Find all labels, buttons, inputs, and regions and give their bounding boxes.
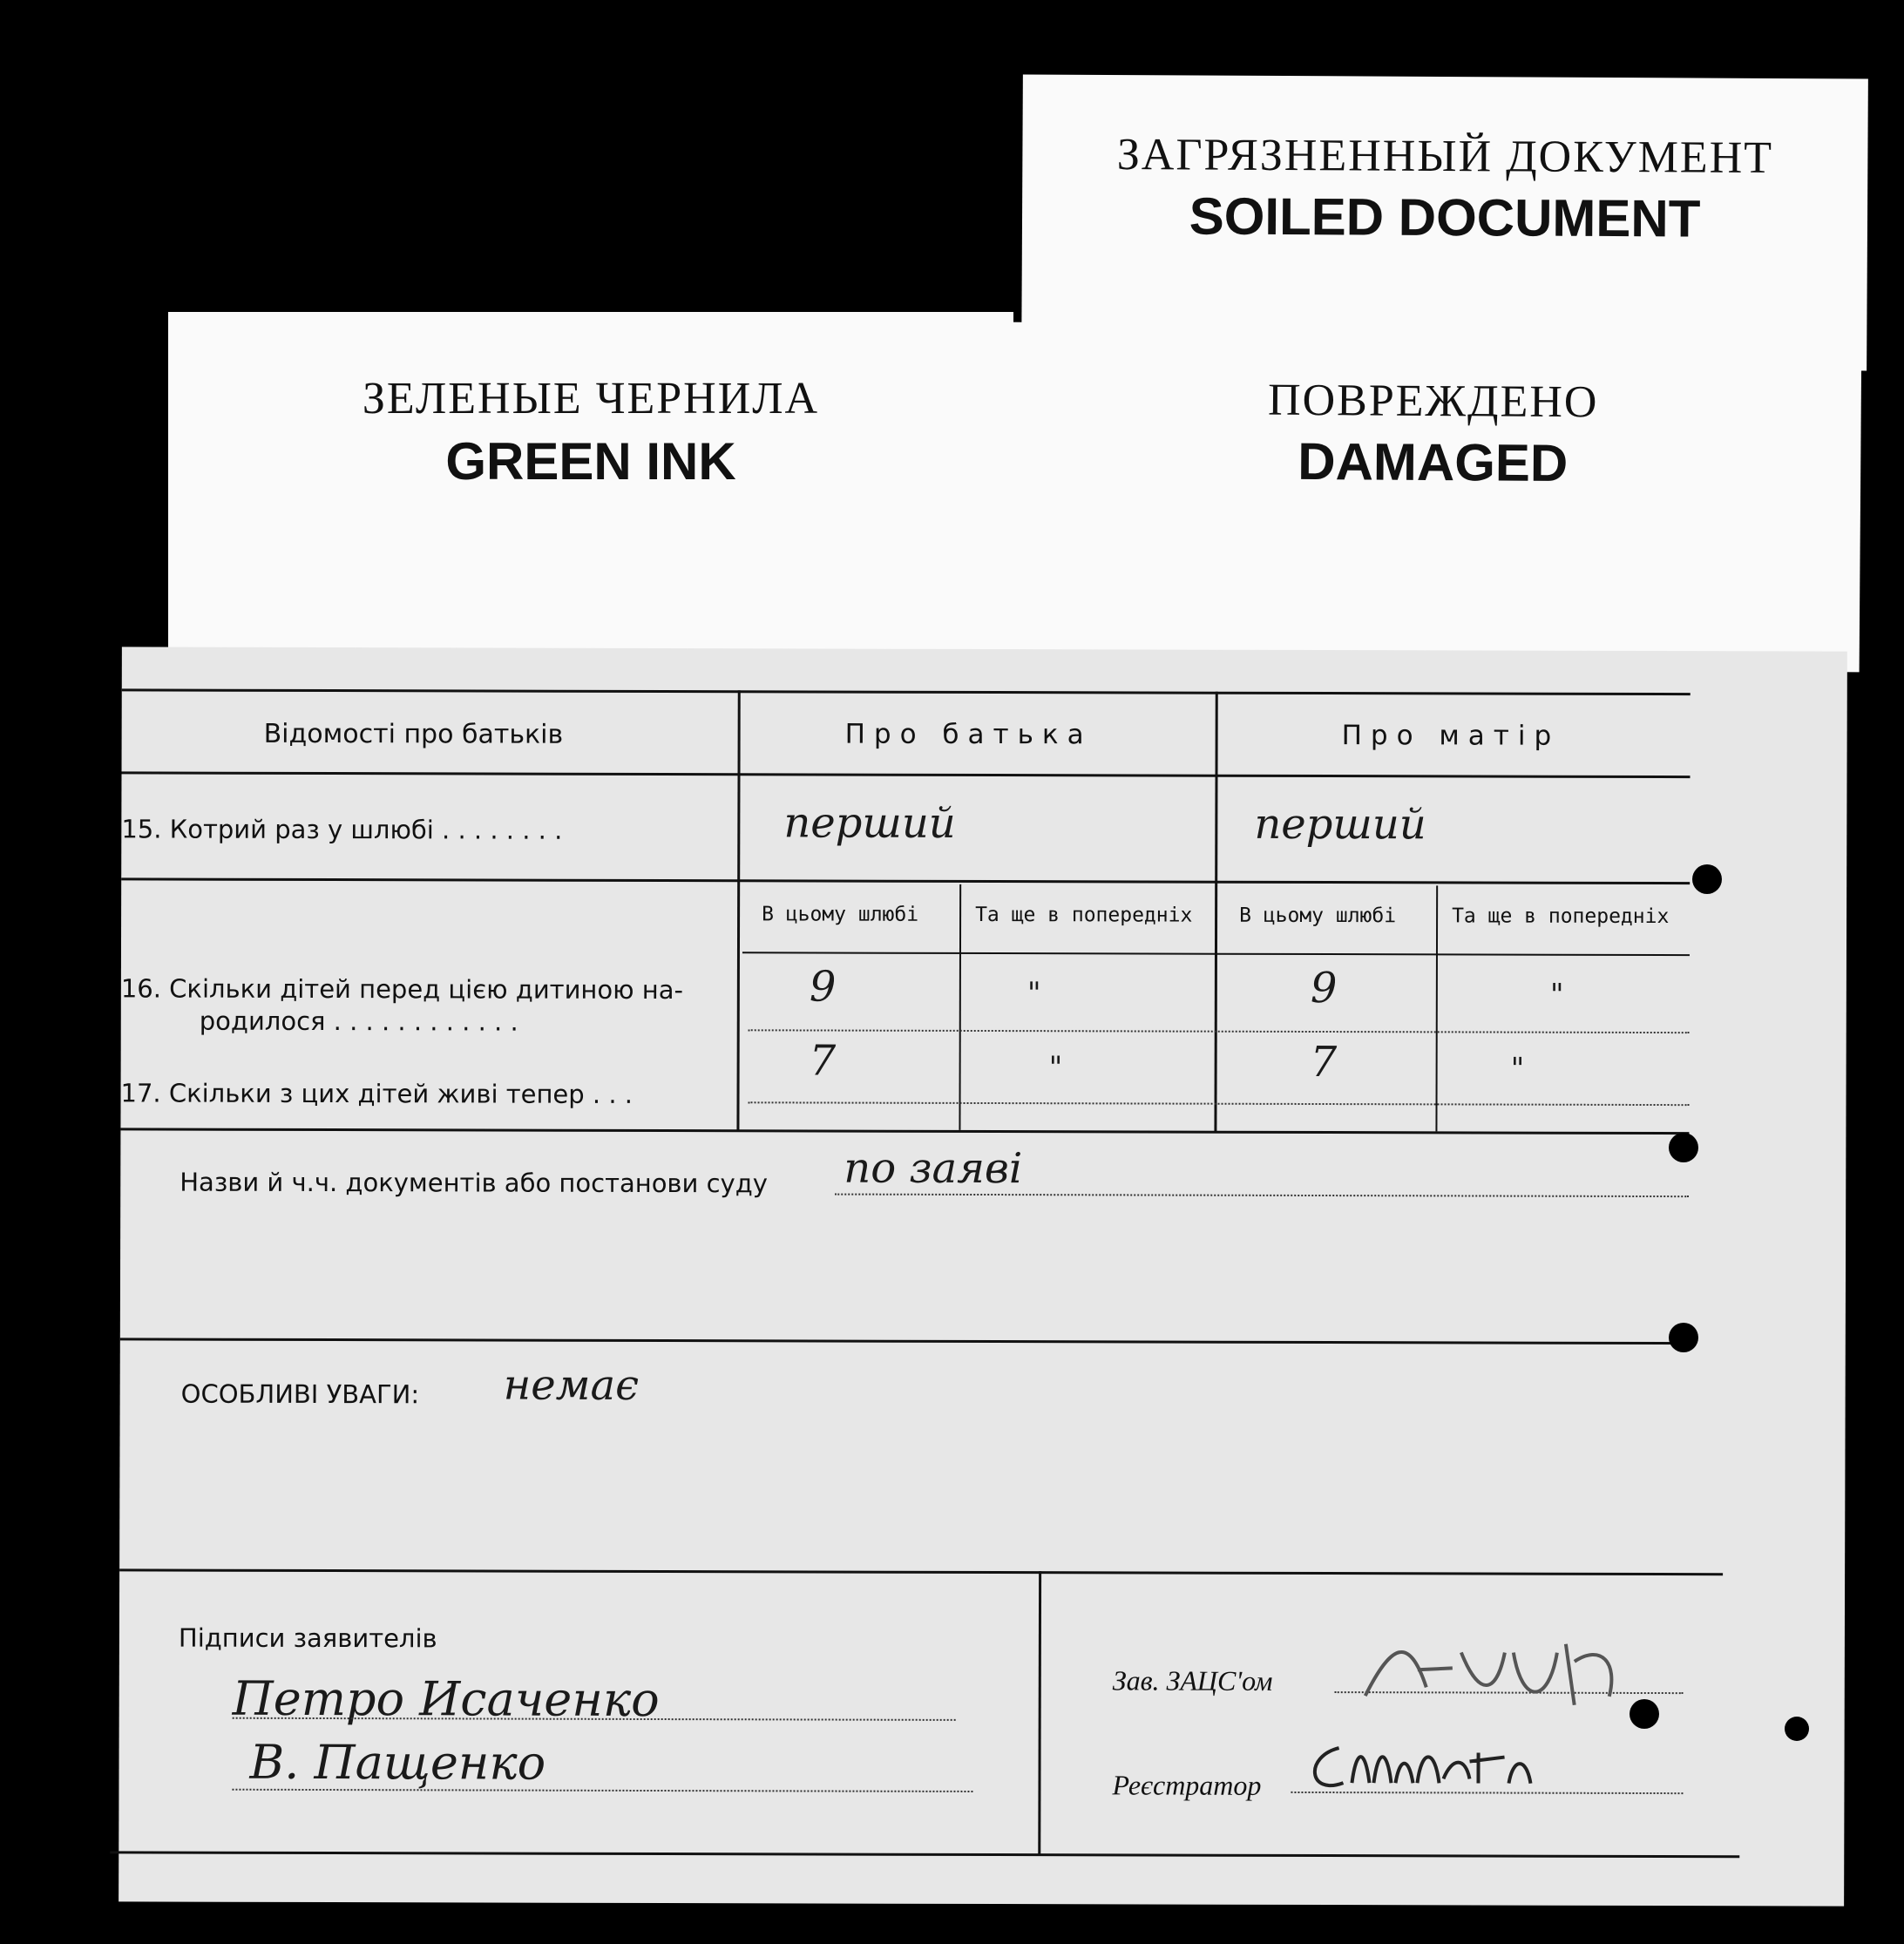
header-father: Про батька bbox=[844, 718, 1093, 751]
divider-father-sub bbox=[959, 884, 961, 1130]
divider-mother-sub bbox=[1435, 885, 1438, 1131]
rule-form-bottom bbox=[110, 1851, 1739, 1858]
header-parents-info: Відомості про батьків bbox=[263, 718, 564, 750]
rule-row17-bottom bbox=[120, 1128, 1689, 1135]
head-label: Зав. ЗАЦС'ом bbox=[1112, 1664, 1273, 1697]
row15-mother-value: перший bbox=[1254, 799, 1426, 850]
registration-form bbox=[119, 647, 1847, 1906]
rule-top bbox=[122, 688, 1691, 695]
row16-mother-prev: " bbox=[1549, 977, 1564, 1013]
rule-row15-bottom bbox=[121, 877, 1690, 884]
damaged-label-ru: ПОВРЕЖДЕНО bbox=[1267, 375, 1599, 428]
divider-signatures bbox=[1038, 1571, 1041, 1854]
registrar-signature bbox=[1304, 1731, 1565, 1801]
registrar-label: Реєстратор bbox=[1112, 1769, 1262, 1801]
green-ink-label-ru: ЗЕЛЕНЫЕ ЧЕРНИЛА bbox=[362, 374, 820, 423]
remarks-value: немає bbox=[503, 1360, 640, 1410]
damaged-label bbox=[1004, 322, 1862, 673]
divider-col1 bbox=[736, 690, 740, 1130]
row17-mother-prev: " bbox=[1510, 1051, 1525, 1087]
subheader-mother-previous: Та ще в попередніх bbox=[1452, 904, 1670, 929]
row16-mother-this: 9 bbox=[1310, 963, 1338, 1013]
row16-father-this: 9 bbox=[809, 962, 837, 1012]
soiled-label-ru: ЗАГРЯЗНЕННЫЙ ДОКУМЕНТ bbox=[1116, 130, 1774, 183]
row17-mother-this: 7 bbox=[1310, 1037, 1338, 1087]
applicants-signature-label: Підписи заявителів bbox=[178, 1622, 437, 1654]
row17-father-prev: " bbox=[1048, 1050, 1063, 1086]
row16-father-prev: " bbox=[1027, 976, 1041, 1012]
rule-remarks-bottom bbox=[119, 1568, 1723, 1575]
green-ink-label bbox=[168, 312, 1013, 656]
applicant-signature-2-line bbox=[232, 1789, 972, 1792]
row16-label-line1: 16. Скільки дітей перед цією дитиною на- bbox=[120, 973, 684, 1006]
row17-father-this: 7 bbox=[809, 1036, 837, 1086]
subheader-mother-this: В цьому шлюбі bbox=[1239, 904, 1397, 928]
green-ink-label-en: GREEN INK bbox=[445, 432, 736, 491]
punch-hole bbox=[1630, 1699, 1659, 1729]
row17-underline bbox=[749, 1101, 1690, 1106]
row15-father-value: перший bbox=[783, 798, 956, 848]
damaged-label-en: DAMAGED bbox=[1298, 431, 1569, 493]
subheader-father-this: В цьому шлюбі bbox=[762, 903, 919, 926]
documents-value: по заяві bbox=[844, 1143, 1023, 1194]
soiled-label-en: SOILED DOCUMENT bbox=[1189, 186, 1701, 248]
rule-header-bottom bbox=[122, 771, 1691, 778]
documents-label: Назви й ч.ч. документів або постанови суду bbox=[180, 1167, 768, 1199]
row15-label: 15. Котрий раз у шлюбі . . . . . . . . bbox=[121, 814, 563, 845]
documents-underline bbox=[835, 1194, 1689, 1198]
row16-label-line2: родилося . . . . . . . . . . . . bbox=[199, 1006, 518, 1037]
subheader-father-previous: Та ще в попередніх bbox=[975, 903, 1193, 927]
applicant-signature-1: Петро Исаченко bbox=[232, 1670, 660, 1728]
applicant-signature-2: В. Пащенко bbox=[249, 1734, 546, 1791]
row16-underline bbox=[749, 1029, 1690, 1033]
punch-hole bbox=[1785, 1717, 1809, 1741]
head-signature bbox=[1357, 1626, 1636, 1723]
punch-hole bbox=[1669, 1133, 1698, 1162]
row17-label: 17. Скільки з цих дітей живі тепер . . . bbox=[120, 1078, 634, 1109]
rule-documents-bottom bbox=[120, 1338, 1689, 1345]
divider-father-mother bbox=[1214, 692, 1217, 1132]
punch-hole bbox=[1692, 864, 1722, 894]
punch-hole bbox=[1669, 1323, 1698, 1352]
remarks-label: ОСОБЛИВІ УВАГИ: bbox=[180, 1378, 420, 1410]
header-mother: Про матір bbox=[1341, 720, 1561, 752]
